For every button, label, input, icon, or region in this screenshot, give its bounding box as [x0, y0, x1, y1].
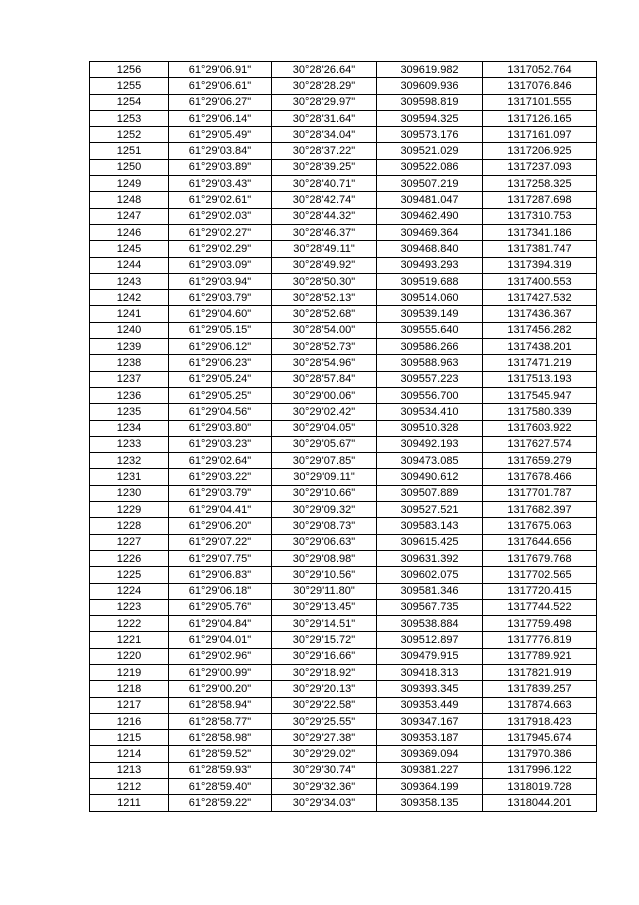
- table-row: [90, 502, 597, 518]
- cell-point-number: 1250: [90, 159, 169, 175]
- cell-point-number: 1217: [90, 697, 169, 713]
- cell-y-coordinate: 1317701.787: [483, 485, 597, 501]
- cell-x-coordinate: 309521.029: [377, 143, 483, 159]
- cell-x-coordinate: 309510.328: [377, 420, 483, 436]
- cell-latitude: 61°29'03.22": [169, 469, 272, 485]
- cell-point-number: 1232: [90, 453, 169, 469]
- cell-longitude: 30°29'32.36": [272, 779, 377, 795]
- table-row: [90, 469, 597, 485]
- cell-y-coordinate: 1317679.768: [483, 550, 597, 566]
- cell-x-coordinate: 309527.521: [377, 502, 483, 518]
- cell-point-number: 1229: [90, 502, 169, 518]
- cell-latitude: 61°29'07.75": [169, 550, 272, 566]
- cell-y-coordinate: 1317400.553: [483, 273, 597, 289]
- coordinates-table: [89, 61, 597, 812]
- cell-x-coordinate: 309586.266: [377, 339, 483, 355]
- table-row: [90, 453, 597, 469]
- cell-longitude: 30°28'54.96": [272, 355, 377, 371]
- cell-y-coordinate: 1317996.122: [483, 762, 597, 778]
- cell-latitude: 61°28'59.40": [169, 779, 272, 795]
- cell-latitude: 61°29'05.15": [169, 322, 272, 338]
- table-row: [90, 485, 597, 501]
- cell-y-coordinate: 1317258.325: [483, 176, 597, 192]
- cell-longitude: 30°29'20.13": [272, 681, 377, 697]
- cell-point-number: 1246: [90, 224, 169, 240]
- cell-latitude: 61°29'05.24": [169, 371, 272, 387]
- cell-latitude: 61°28'58.77": [169, 713, 272, 729]
- table-row: [90, 322, 597, 338]
- cell-longitude: 30°29'25.55": [272, 713, 377, 729]
- cell-y-coordinate: 1317126.165: [483, 110, 597, 126]
- cell-point-number: 1236: [90, 387, 169, 403]
- table-row: [90, 518, 597, 534]
- cell-longitude: 30°28'40.71": [272, 176, 377, 192]
- cell-point-number: 1241: [90, 306, 169, 322]
- table-row: [90, 176, 597, 192]
- table-row: [90, 94, 597, 110]
- cell-x-coordinate: 309347.167: [377, 713, 483, 729]
- cell-point-number: 1233: [90, 436, 169, 452]
- cell-longitude: 30°29'04.05": [272, 420, 377, 436]
- cell-longitude: 30°28'54.00": [272, 322, 377, 338]
- cell-x-coordinate: 309534.410: [377, 404, 483, 420]
- cell-point-number: 1249: [90, 176, 169, 192]
- cell-longitude: 30°28'37.22": [272, 143, 377, 159]
- table-row: [90, 534, 597, 550]
- cell-x-coordinate: 309567.735: [377, 599, 483, 615]
- cell-point-number: 1254: [90, 94, 169, 110]
- cell-longitude: 30°28'52.13": [272, 290, 377, 306]
- cell-latitude: 61°29'06.83": [169, 567, 272, 583]
- cell-latitude: 61°28'59.22": [169, 795, 272, 811]
- cell-latitude: 61°29'05.76": [169, 599, 272, 615]
- table-row: [90, 420, 597, 436]
- cell-y-coordinate: 1317456.282: [483, 322, 597, 338]
- cell-latitude: 61°29'03.94": [169, 273, 272, 289]
- cell-longitude: 30°28'28.29": [272, 78, 377, 94]
- cell-latitude: 61°29'06.14": [169, 110, 272, 126]
- cell-longitude: 30°29'09.11": [272, 469, 377, 485]
- cell-x-coordinate: 309473.085: [377, 453, 483, 469]
- table-row: [90, 159, 597, 175]
- cell-latitude: 61°29'00.99": [169, 664, 272, 680]
- cell-longitude: 30°29'08.73": [272, 518, 377, 534]
- table-row: [90, 404, 597, 420]
- table-row: [90, 208, 597, 224]
- cell-longitude: 30°29'06.63": [272, 534, 377, 550]
- cell-longitude: 30°29'16.66": [272, 648, 377, 664]
- table-row: [90, 795, 597, 811]
- cell-latitude: 61°29'07.22": [169, 534, 272, 550]
- cell-y-coordinate: 1317438.201: [483, 339, 597, 355]
- cell-latitude: 61°29'06.20": [169, 518, 272, 534]
- cell-x-coordinate: 309573.176: [377, 127, 483, 143]
- table-row: [90, 306, 597, 322]
- cell-x-coordinate: 309469.364: [377, 224, 483, 240]
- cell-point-number: 1237: [90, 371, 169, 387]
- cell-x-coordinate: 309353.449: [377, 697, 483, 713]
- cell-y-coordinate: 1317702.565: [483, 567, 597, 583]
- cell-x-coordinate: 309539.149: [377, 306, 483, 322]
- cell-x-coordinate: 309519.688: [377, 273, 483, 289]
- cell-x-coordinate: 309557.223: [377, 371, 483, 387]
- table-row: [90, 567, 597, 583]
- cell-latitude: 61°29'03.79": [169, 290, 272, 306]
- cell-point-number: 1228: [90, 518, 169, 534]
- cell-y-coordinate: 1317678.466: [483, 469, 597, 485]
- cell-point-number: 1226: [90, 550, 169, 566]
- cell-y-coordinate: 1318044.201: [483, 795, 597, 811]
- table-row: [90, 339, 597, 355]
- cell-x-coordinate: 309512.897: [377, 632, 483, 648]
- table-row: [90, 355, 597, 371]
- cell-y-coordinate: 1317644.656: [483, 534, 597, 550]
- cell-y-coordinate: 1317513.193: [483, 371, 597, 387]
- cell-x-coordinate: 309481.047: [377, 192, 483, 208]
- cell-x-coordinate: 309492.193: [377, 436, 483, 452]
- cell-latitude: 61°29'02.29": [169, 241, 272, 257]
- cell-longitude: 30°28'42.74": [272, 192, 377, 208]
- cell-y-coordinate: 1317627.574: [483, 436, 597, 452]
- cell-x-coordinate: 309588.963: [377, 355, 483, 371]
- cell-longitude: 30°29'05.67": [272, 436, 377, 452]
- cell-x-coordinate: 309507.889: [377, 485, 483, 501]
- table-row: [90, 257, 597, 273]
- cell-latitude: 61°29'06.18": [169, 583, 272, 599]
- table-row: [90, 241, 597, 257]
- cell-longitude: 30°29'00.06": [272, 387, 377, 403]
- cell-point-number: 1219: [90, 664, 169, 680]
- cell-x-coordinate: 309468.840: [377, 241, 483, 257]
- cell-point-number: 1240: [90, 322, 169, 338]
- cell-point-number: 1235: [90, 404, 169, 420]
- cell-y-coordinate: 1317744.522: [483, 599, 597, 615]
- cell-point-number: 1234: [90, 420, 169, 436]
- cell-x-coordinate: 309479.915: [377, 648, 483, 664]
- cell-latitude: 61°29'00.20": [169, 681, 272, 697]
- cell-latitude: 61°29'05.49": [169, 127, 272, 143]
- cell-latitude: 61°29'04.60": [169, 306, 272, 322]
- cell-longitude: 30°28'34.04": [272, 127, 377, 143]
- cell-latitude: 61°29'03.43": [169, 176, 272, 192]
- cell-latitude: 61°29'03.89": [169, 159, 272, 175]
- cell-y-coordinate: 1317161.097: [483, 127, 597, 143]
- table-row: [90, 664, 597, 680]
- cell-x-coordinate: 309507.219: [377, 176, 483, 192]
- table-row: [90, 387, 597, 403]
- cell-point-number: 1251: [90, 143, 169, 159]
- cell-longitude: 30°29'30.74": [272, 762, 377, 778]
- cell-y-coordinate: 1317776.819: [483, 632, 597, 648]
- cell-point-number: 1216: [90, 713, 169, 729]
- cell-y-coordinate: 1317759.498: [483, 616, 597, 632]
- cell-point-number: 1215: [90, 730, 169, 746]
- cell-y-coordinate: 1317394.319: [483, 257, 597, 273]
- cell-y-coordinate: 1317287.698: [483, 192, 597, 208]
- cell-latitude: 61°29'06.27": [169, 94, 272, 110]
- cell-latitude: 61°29'02.64": [169, 453, 272, 469]
- cell-y-coordinate: 1317821.919: [483, 664, 597, 680]
- cell-longitude: 30°29'09.32": [272, 502, 377, 518]
- cell-x-coordinate: 309490.612: [377, 469, 483, 485]
- cell-y-coordinate: 1317101.555: [483, 94, 597, 110]
- cell-point-number: 1255: [90, 78, 169, 94]
- cell-latitude: 61°28'59.93": [169, 762, 272, 778]
- cell-x-coordinate: 309538.884: [377, 616, 483, 632]
- cell-x-coordinate: 309462.490: [377, 208, 483, 224]
- cell-point-number: 1222: [90, 616, 169, 632]
- cell-y-coordinate: 1317381.747: [483, 241, 597, 257]
- cell-latitude: 61°29'03.84": [169, 143, 272, 159]
- cell-point-number: 1220: [90, 648, 169, 664]
- cell-latitude: 61°29'06.12": [169, 339, 272, 355]
- cell-point-number: 1223: [90, 599, 169, 615]
- cell-longitude: 30°28'57.84": [272, 371, 377, 387]
- cell-point-number: 1212: [90, 779, 169, 795]
- cell-point-number: 1214: [90, 746, 169, 762]
- cell-point-number: 1242: [90, 290, 169, 306]
- cell-x-coordinate: 309522.086: [377, 159, 483, 175]
- cell-latitude: 61°29'03.79": [169, 485, 272, 501]
- cell-point-number: 1253: [90, 110, 169, 126]
- cell-y-coordinate: 1317874.663: [483, 697, 597, 713]
- cell-point-number: 1256: [90, 62, 169, 78]
- cell-latitude: 61°29'04.56": [169, 404, 272, 420]
- table-row: [90, 436, 597, 452]
- table-row: [90, 192, 597, 208]
- cell-point-number: 1231: [90, 469, 169, 485]
- cell-y-coordinate: 1317427.532: [483, 290, 597, 306]
- cell-y-coordinate: 1317076.846: [483, 78, 597, 94]
- cell-point-number: 1248: [90, 192, 169, 208]
- table-row: [90, 273, 597, 289]
- cell-y-coordinate: 1317545.947: [483, 387, 597, 403]
- cell-point-number: 1238: [90, 355, 169, 371]
- cell-point-number: 1227: [90, 534, 169, 550]
- table-row: [90, 713, 597, 729]
- cell-y-coordinate: 1317682.397: [483, 502, 597, 518]
- cell-x-coordinate: 309583.143: [377, 518, 483, 534]
- cell-point-number: 1239: [90, 339, 169, 355]
- cell-x-coordinate: 309609.936: [377, 78, 483, 94]
- cell-point-number: 1224: [90, 583, 169, 599]
- cell-x-coordinate: 309418.313: [377, 664, 483, 680]
- cell-longitude: 30°28'26.64": [272, 62, 377, 78]
- cell-y-coordinate: 1317970.386: [483, 746, 597, 762]
- cell-longitude: 30°28'39.25": [272, 159, 377, 175]
- cell-longitude: 30°28'31.64": [272, 110, 377, 126]
- cell-x-coordinate: 309598.819: [377, 94, 483, 110]
- table-row: [90, 371, 597, 387]
- cell-y-coordinate: 1317436.367: [483, 306, 597, 322]
- cell-x-coordinate: 309581.346: [377, 583, 483, 599]
- cell-latitude: 61°29'06.91": [169, 62, 272, 78]
- cell-latitude: 61°29'02.27": [169, 224, 272, 240]
- cell-x-coordinate: 309555.640: [377, 322, 483, 338]
- cell-x-coordinate: 309493.293: [377, 257, 483, 273]
- cell-y-coordinate: 1317945.674: [483, 730, 597, 746]
- cell-latitude: 61°28'58.98": [169, 730, 272, 746]
- cell-longitude: 30°29'08.98": [272, 550, 377, 566]
- cell-y-coordinate: 1317471.219: [483, 355, 597, 371]
- cell-longitude: 30°28'52.68": [272, 306, 377, 322]
- cell-latitude: 61°29'02.03": [169, 208, 272, 224]
- cell-x-coordinate: 309358.135: [377, 795, 483, 811]
- cell-longitude: 30°28'44.32": [272, 208, 377, 224]
- cell-y-coordinate: 1317206.925: [483, 143, 597, 159]
- cell-longitude: 30°28'29.97": [272, 94, 377, 110]
- cell-longitude: 30°29'27.38": [272, 730, 377, 746]
- cell-longitude: 30°28'50.30": [272, 273, 377, 289]
- cell-x-coordinate: 309631.392: [377, 550, 483, 566]
- cell-longitude: 30°29'10.66": [272, 485, 377, 501]
- cell-latitude: 61°28'58.94": [169, 697, 272, 713]
- table-row: [90, 583, 597, 599]
- cell-x-coordinate: 309602.075: [377, 567, 483, 583]
- cell-longitude: 30°28'52.73": [272, 339, 377, 355]
- cell-point-number: 1211: [90, 795, 169, 811]
- cell-longitude: 30°28'49.11": [272, 241, 377, 257]
- cell-x-coordinate: 309381.227: [377, 762, 483, 778]
- cell-y-coordinate: 1317237.093: [483, 159, 597, 175]
- cell-y-coordinate: 1317918.423: [483, 713, 597, 729]
- cell-y-coordinate: 1317603.922: [483, 420, 597, 436]
- table-row: [90, 110, 597, 126]
- table-row: [90, 730, 597, 746]
- cell-latitude: 61°29'03.80": [169, 420, 272, 436]
- cell-x-coordinate: 309619.982: [377, 62, 483, 78]
- cell-longitude: 30°29'18.92": [272, 664, 377, 680]
- cell-latitude: 61°29'05.25": [169, 387, 272, 403]
- cell-latitude: 61°29'04.84": [169, 616, 272, 632]
- cell-latitude: 61°29'06.23": [169, 355, 272, 371]
- cell-point-number: 1252: [90, 127, 169, 143]
- cell-y-coordinate: 1317310.753: [483, 208, 597, 224]
- cell-point-number: 1243: [90, 273, 169, 289]
- cell-longitude: 30°29'22.58": [272, 697, 377, 713]
- cell-longitude: 30°29'34.03": [272, 795, 377, 811]
- cell-latitude: 61°29'02.61": [169, 192, 272, 208]
- table-row: [90, 681, 597, 697]
- cell-y-coordinate: 1317675.063: [483, 518, 597, 534]
- coordinates-table-body: [90, 62, 597, 812]
- table-row: [90, 78, 597, 94]
- cell-point-number: 1247: [90, 208, 169, 224]
- table-row: [90, 62, 597, 78]
- cell-latitude: 61°29'06.61": [169, 78, 272, 94]
- cell-point-number: 1221: [90, 632, 169, 648]
- cell-x-coordinate: 309514.060: [377, 290, 483, 306]
- cell-y-coordinate: 1317720.415: [483, 583, 597, 599]
- cell-x-coordinate: 309615.425: [377, 534, 483, 550]
- cell-x-coordinate: 309369.094: [377, 746, 483, 762]
- table-row: [90, 224, 597, 240]
- table-row: [90, 127, 597, 143]
- table-row: [90, 697, 597, 713]
- cell-point-number: 1244: [90, 257, 169, 273]
- cell-longitude: 30°29'14.51": [272, 616, 377, 632]
- cell-x-coordinate: 309353.187: [377, 730, 483, 746]
- cell-longitude: 30°29'11.80": [272, 583, 377, 599]
- cell-latitude: 61°29'03.09": [169, 257, 272, 273]
- cell-longitude: 30°29'13.45": [272, 599, 377, 615]
- table-row: [90, 762, 597, 778]
- table-row: [90, 290, 597, 306]
- cell-y-coordinate: 1318019.728: [483, 779, 597, 795]
- table-row: [90, 616, 597, 632]
- cell-latitude: 61°29'02.96": [169, 648, 272, 664]
- table-row: [90, 550, 597, 566]
- cell-point-number: 1225: [90, 567, 169, 583]
- cell-longitude: 30°29'07.85": [272, 453, 377, 469]
- cell-longitude: 30°29'15.72": [272, 632, 377, 648]
- cell-longitude: 30°29'29.02": [272, 746, 377, 762]
- cell-longitude: 30°29'02.42": [272, 404, 377, 420]
- cell-point-number: 1213: [90, 762, 169, 778]
- cell-y-coordinate: 1317789.921: [483, 648, 597, 664]
- cell-longitude: 30°28'46.37": [272, 224, 377, 240]
- cell-y-coordinate: 1317341.186: [483, 224, 597, 240]
- cell-latitude: 61°28'59.52": [169, 746, 272, 762]
- table-row: [90, 632, 597, 648]
- cell-point-number: 1218: [90, 681, 169, 697]
- cell-longitude: 30°29'10.56": [272, 567, 377, 583]
- cell-longitude: 30°28'49.92": [272, 257, 377, 273]
- cell-latitude: 61°29'03.23": [169, 436, 272, 452]
- cell-point-number: 1245: [90, 241, 169, 257]
- cell-x-coordinate: 309393.345: [377, 681, 483, 697]
- cell-y-coordinate: 1317659.279: [483, 453, 597, 469]
- cell-y-coordinate: 1317839.257: [483, 681, 597, 697]
- cell-latitude: 61°29'04.41": [169, 502, 272, 518]
- cell-y-coordinate: 1317580.339: [483, 404, 597, 420]
- cell-x-coordinate: 309556.700: [377, 387, 483, 403]
- table-row: [90, 648, 597, 664]
- table-row: [90, 746, 597, 762]
- cell-latitude: 61°29'04.01": [169, 632, 272, 648]
- cell-x-coordinate: 309364.199: [377, 779, 483, 795]
- table-row: [90, 143, 597, 159]
- cell-y-coordinate: 1317052.764: [483, 62, 597, 78]
- table-row: [90, 599, 597, 615]
- table-row: [90, 779, 597, 795]
- cell-point-number: 1230: [90, 485, 169, 501]
- cell-x-coordinate: 309594.325: [377, 110, 483, 126]
